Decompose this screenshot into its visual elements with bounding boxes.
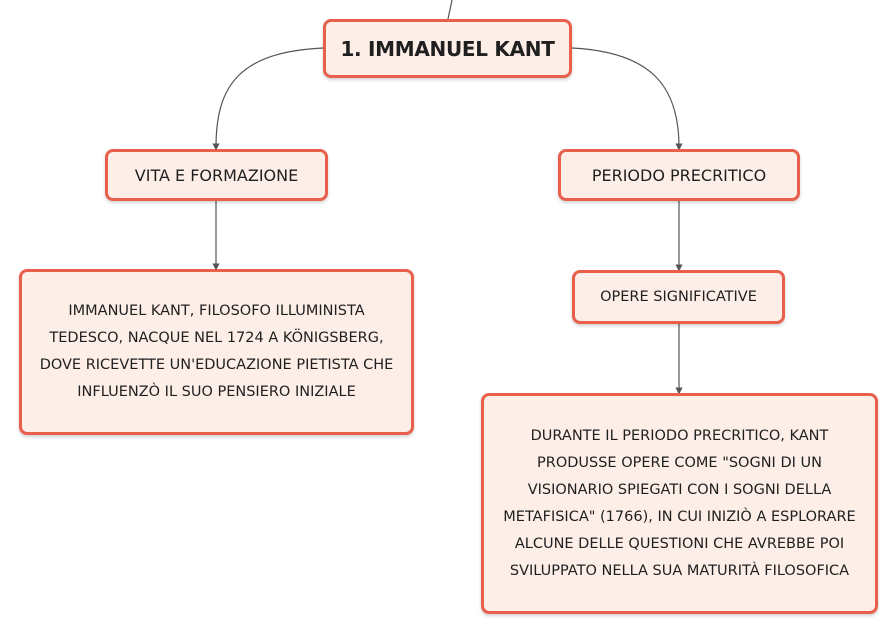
root-node-label: 1. IMMANUEL KANT [340, 36, 555, 61]
description-text: IMMANUEL KANT, FILOSOFO ILLUMINISTA TEDESCO, NACQUE NEL 1724 A KÖNIGSBERG, DOVE RICEVETTE UN'EDUCAZIONE PIETISTA CHE INFLUENZÒ IL SUO PENSIERO INIZIALE [39, 303, 394, 400]
description-node-vita[interactable] [19, 269, 414, 435]
branch-node-periodo-precritico[interactable] [558, 149, 800, 201]
incoming-connector [448, 0, 452, 19]
description-node-precritico[interactable] [481, 393, 878, 614]
branch-node-label: VITA E FORMAZIONE [134, 165, 299, 185]
root-node[interactable] [323, 19, 572, 78]
description-text: DURANTE IL PERIODO PRECRITICO, KANT PRODUSSE OPERE COME "SOGNI DI UN VISIONARIO SPIEGATI CON I SOGNI DELLA METAFISICA" (1766), IN CUI INIZIÒ A ESPLORARE ALCUNE DELLE QUESTIONI CHE AVREBBE POI SVILUPPATO NELLA SUA MATURITÀ FILOSOFICA [503, 427, 856, 579]
sub-node-opere-significative[interactable] [572, 270, 785, 324]
sub-node-label: OPERE SIGNIFICATIVE [600, 289, 757, 305]
connector-root-to-precritico [572, 48, 679, 147]
branch-node-label: PERIODO PRECRITICO [591, 165, 767, 185]
branch-node-vita-e-formazione[interactable] [105, 149, 328, 201]
connector-root-to-vita [216, 48, 323, 147]
